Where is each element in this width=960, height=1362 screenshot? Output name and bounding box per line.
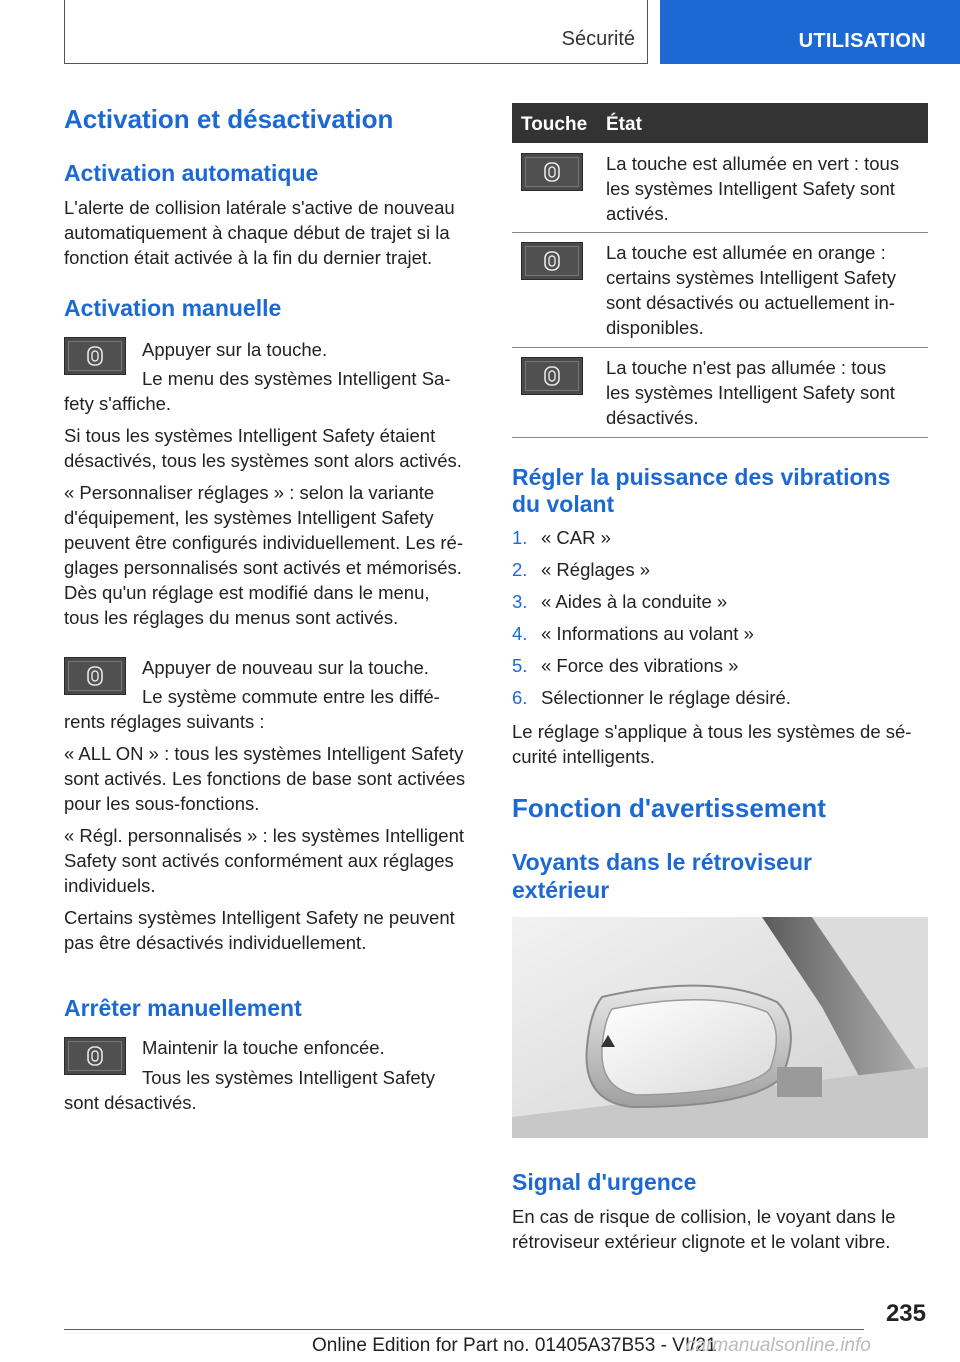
key-button-image — [521, 153, 583, 191]
state-line: La touche est allumée en vert : tous — [606, 153, 900, 174]
intelligent-safety-button-icon — [543, 366, 561, 386]
state-cell — [606, 355, 922, 430]
state-cell — [606, 151, 922, 226]
heading-vibration-2: du volant — [512, 491, 615, 517]
list-item — [512, 655, 928, 679]
footer-watermark: carmanualsonline.info — [686, 1335, 871, 1356]
heading-manual: Activation manuelle — [64, 295, 282, 321]
step-number: 4. — [512, 623, 528, 644]
state-line: activés. — [606, 203, 669, 224]
intelligent-safety-button-icon — [86, 666, 104, 686]
allon-line-1: « ALL ON » : tous les systèmes Intelligent Safety — [64, 743, 464, 764]
stop-bullet-2b: sont désactivés. — [64, 1092, 197, 1113]
auto-line-1: L'alerte de collision latérale s'active de nouveau — [64, 197, 455, 218]
key-button-image — [521, 242, 583, 280]
heading-stop: Arrêter manuellement — [64, 995, 302, 1021]
key-button-image — [521, 357, 583, 395]
heading-activation: Activation et désactivation — [64, 104, 394, 134]
heading-mirror-2: extérieur — [512, 877, 610, 903]
side-mirror-illustration — [512, 917, 928, 1138]
step-text: Sélectionner le réglage désiré. — [541, 687, 791, 708]
regl-line-3: individuels. — [64, 875, 156, 896]
vib-note-line-1: Le réglage s'applique à tous les systèmes de sé‐ — [512, 721, 912, 742]
header-chapter-tab — [660, 0, 960, 64]
footer-edition: Online Edition for Part no. 01405A37B53 - VI/21 — [312, 1335, 717, 1356]
manual-p2-line-4: glages personnalisés sont activés et mémorisés. — [64, 557, 462, 578]
list-item — [512, 527, 928, 551]
auto-line-3: fonction était activée à la fin du dernier trajet. — [64, 247, 433, 268]
auto-line-2: automatiquement à chaque début de trajet si la — [64, 222, 450, 243]
state-line: La touche est allumée en orange : — [606, 242, 886, 263]
stop-bullet-1: Maintenir la touche enfoncée. — [142, 1037, 385, 1058]
intelligent-safety-button-icon — [86, 1046, 104, 1066]
intelligent-safety-button-icon — [543, 251, 561, 271]
manual-p2-line-6: tous les réglages du menus sont activés. — [64, 607, 399, 628]
table-row — [512, 143, 928, 233]
page-number: 235 — [885, 1300, 926, 1327]
urgent-line-1: En cas de risque de collision, le voyant dans le — [512, 1206, 896, 1227]
mirror-photo — [512, 917, 928, 1138]
step-number: 5. — [512, 655, 528, 676]
manual-bullet-1: Appuyer sur la touche. — [142, 339, 328, 360]
state-line: les systèmes Intelligent Safety sont — [606, 178, 895, 199]
certain-line-2: pas être désactivés individuellement. — [64, 932, 367, 953]
manual-p1-line-2: désactivés, tous les systèmes sont alors activés. — [64, 450, 462, 471]
state-line: les systèmes Intelligent Safety sont — [606, 382, 895, 403]
chapter-title: UTILISATION — [798, 30, 926, 52]
table-header — [512, 103, 928, 143]
regl-line-2: Safety sont activés conformément aux réglages — [64, 850, 454, 871]
state-line: disponibles. — [606, 317, 704, 338]
manual-p1-line-1: Si tous les systèmes Intelligent Safety étaient — [64, 425, 436, 446]
step-text: « Aides à la conduite » — [541, 591, 728, 612]
heading-urgent: Signal d'urgence — [512, 1169, 697, 1195]
section-title: Sécurité — [561, 28, 635, 50]
heading-mirror-1: Voyants dans le rétroviseur — [512, 849, 812, 875]
step-text: « Informations au volant » — [541, 623, 754, 644]
list-item — [512, 623, 928, 647]
vib-note-line-2: curité intelligents. — [512, 746, 655, 767]
again-bullet-1: Appuyer de nouveau sur la touche. — [142, 657, 429, 678]
key-button-image — [64, 337, 126, 375]
heading-auto: Activation automatique — [64, 160, 319, 186]
manual-bullet-2a: Le menu des systèmes Intelligent Sa‐ — [142, 368, 451, 389]
allon-line-2: sont activés. Les fonctions de base sont activées — [64, 768, 466, 789]
manual-p2-line-1: « Personnaliser réglages » : selon la variante — [64, 482, 435, 503]
state-line: La touche n'est pas allumée : tous — [606, 357, 887, 378]
column-header-key: Touche — [521, 114, 588, 135]
again-bullet-2a: Le système commute entre les diffé‐ — [142, 686, 440, 707]
step-text: « CAR » — [541, 527, 611, 548]
column-header-state: État — [606, 114, 642, 135]
intelligent-safety-button-icon — [543, 162, 561, 182]
manual-p2-line-5: Dès qu'un réglage est modifié dans le menu, — [64, 582, 430, 603]
regl-line-1: « Régl. personnalisés » : les systèmes Intelligent — [64, 825, 465, 846]
manual-p2-line-2: d'équipement, les systèmes Intelligent Safety — [64, 507, 434, 528]
footer-rule — [64, 1329, 864, 1330]
step-number: 6. — [512, 687, 528, 708]
step-number: 3. — [512, 591, 528, 612]
state-line: désactivés. — [606, 407, 699, 428]
certain-line-1: Certains systèmes Intelligent Safety ne peuvent — [64, 907, 455, 928]
again-bullet-2b: rents réglages suivants : — [64, 711, 265, 732]
urgent-line-2: rétroviseur extérieur clignote et le volant vibre. — [512, 1231, 891, 1252]
list-item — [512, 687, 928, 711]
step-text: « Réglages » — [541, 559, 651, 580]
state-cell — [606, 240, 922, 340]
table-row — [512, 232, 928, 348]
list-item — [512, 591, 928, 615]
heading-vibration-1: Régler la puissance des vibrations — [512, 464, 891, 490]
key-button-image — [64, 1037, 126, 1075]
key-button-image — [64, 657, 126, 695]
step-text: « Force des vibrations » — [541, 655, 739, 676]
stop-bullet-2a: Tous les systèmes Intelligent Safety — [142, 1067, 436, 1088]
state-line: certains systèmes Intelligent Safety — [606, 267, 896, 288]
table-row — [512, 347, 928, 438]
allon-line-3: pour les sous-fonctions. — [64, 793, 260, 814]
heading-warning: Fonction d'avertissement — [512, 793, 826, 823]
manual-p2-line-3: peuvent être configurés individuellement. Les ré‐ — [64, 532, 464, 553]
list-item — [512, 559, 928, 583]
intelligent-safety-button-icon — [86, 346, 104, 366]
header-section-box — [64, 0, 648, 64]
step-number: 1. — [512, 527, 528, 548]
manual-bullet-2b: fety s'affiche. — [64, 393, 172, 414]
step-number: 2. — [512, 559, 528, 580]
state-line: sont désactivés ou actuellement in‐ — [606, 292, 895, 313]
